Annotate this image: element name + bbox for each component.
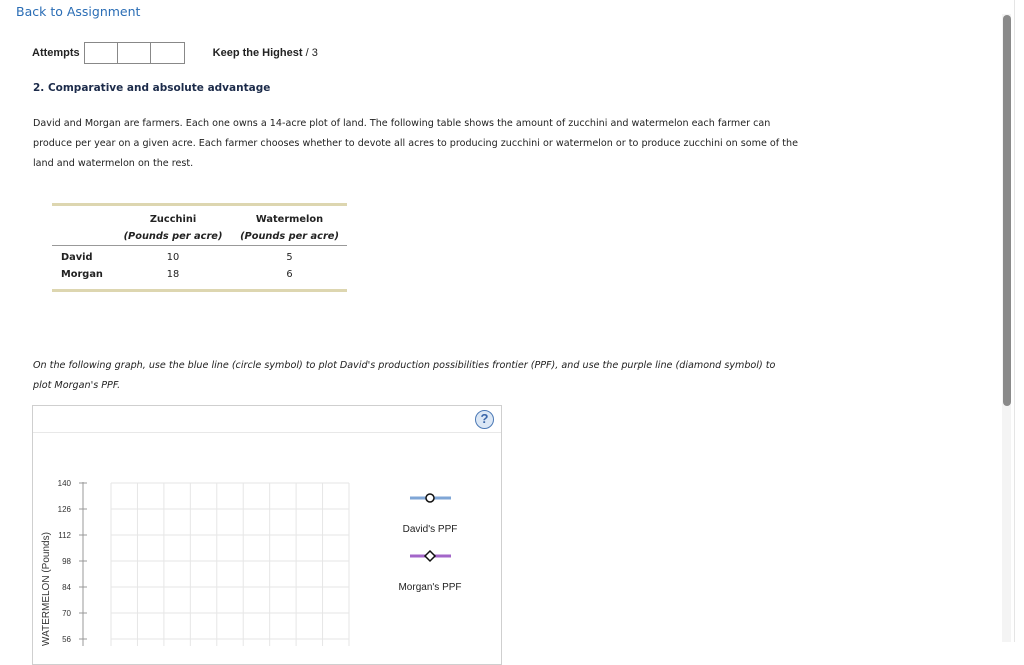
table-row: [52, 269, 347, 289]
window-edge: [1014, 0, 1024, 642]
y-axis-label: WATERMELON (Pounds): [41, 532, 52, 646]
y-tick-label: 126: [57, 505, 71, 514]
morgans-ppf-label: Morgan's PPF: [398, 582, 462, 593]
y-tick-label: 112: [58, 531, 71, 540]
row-name: David: [61, 252, 93, 263]
table-row: [52, 252, 347, 263]
row-name: Morgan: [61, 269, 103, 280]
row-zucchini: 10: [166, 252, 180, 263]
attempt-box-2: [118, 43, 151, 63]
col-watermelon-header: Watermelon: [255, 214, 324, 225]
attempt-boxes: [84, 42, 185, 64]
graph-grid: [111, 483, 349, 646]
y-tick-label: 84: [62, 583, 71, 592]
diamond-icon[interactable]: [425, 551, 435, 561]
attempts-row: [32, 42, 318, 64]
attempts-label: Attempts: [32, 47, 80, 59]
attempt-box-3: [151, 43, 184, 63]
y-tick-label: 98: [62, 557, 71, 566]
row-watermelon: 6: [286, 269, 293, 280]
question-paragraph: David and Morgan are farmers. Each one owns a 14-acre plot of land. The following table shows the amount of zucchini and watermelon each farmer can produce per year on a given acre. Each farmer chooses whether to devote all acres to producing zucchini or watermelon or to produce zucchini on some of the land and watermelon on the rest.: [33, 118, 798, 169]
y-tick-label: 70: [62, 609, 71, 618]
attempt-box-1: [85, 43, 118, 63]
scrollbar-thumb[interactable]: [1003, 15, 1011, 406]
keep-label-text: Keep the Highest: [212, 47, 303, 59]
legend-davids-ppf[interactable]: [403, 494, 458, 535]
table-header-row: [52, 206, 347, 225]
davids-ppf-label: David's PPF: [402, 524, 458, 535]
row-watermelon: 5: [286, 252, 293, 263]
ppf-graph[interactable]: [33, 406, 503, 646]
col-zucchini-unit: (Pounds per acre): [123, 231, 223, 242]
row-zucchini: 18: [166, 269, 180, 280]
help-icon[interactable]: ?: [475, 410, 494, 429]
y-tick-label: 56: [62, 635, 71, 644]
keep-label-value: / 3: [305, 47, 318, 59]
table-subheader-row: [52, 231, 347, 246]
graph-panel: [32, 405, 502, 665]
col-watermelon-unit: (Pounds per acre): [240, 231, 339, 242]
circle-icon[interactable]: [426, 494, 434, 502]
col-zucchini-header: Zucchini: [149, 214, 197, 225]
back-to-assignment-link[interactable]: Back to Assignment: [16, 4, 141, 19]
y-tick-label: 140: [57, 479, 71, 488]
keep-the-highest-label: [213, 47, 318, 59]
question-title: 2. Comparative and absolute advantage: [33, 82, 271, 94]
legend-morgans-ppf[interactable]: [398, 551, 461, 593]
graph-instructions: On the following graph, use the blue line (circle symbol) to plot David's production possibilities frontier (PPF), and use the purple line (diamond symbol) to plot Morgan's PPF.: [33, 360, 776, 391]
production-table: [52, 203, 347, 292]
